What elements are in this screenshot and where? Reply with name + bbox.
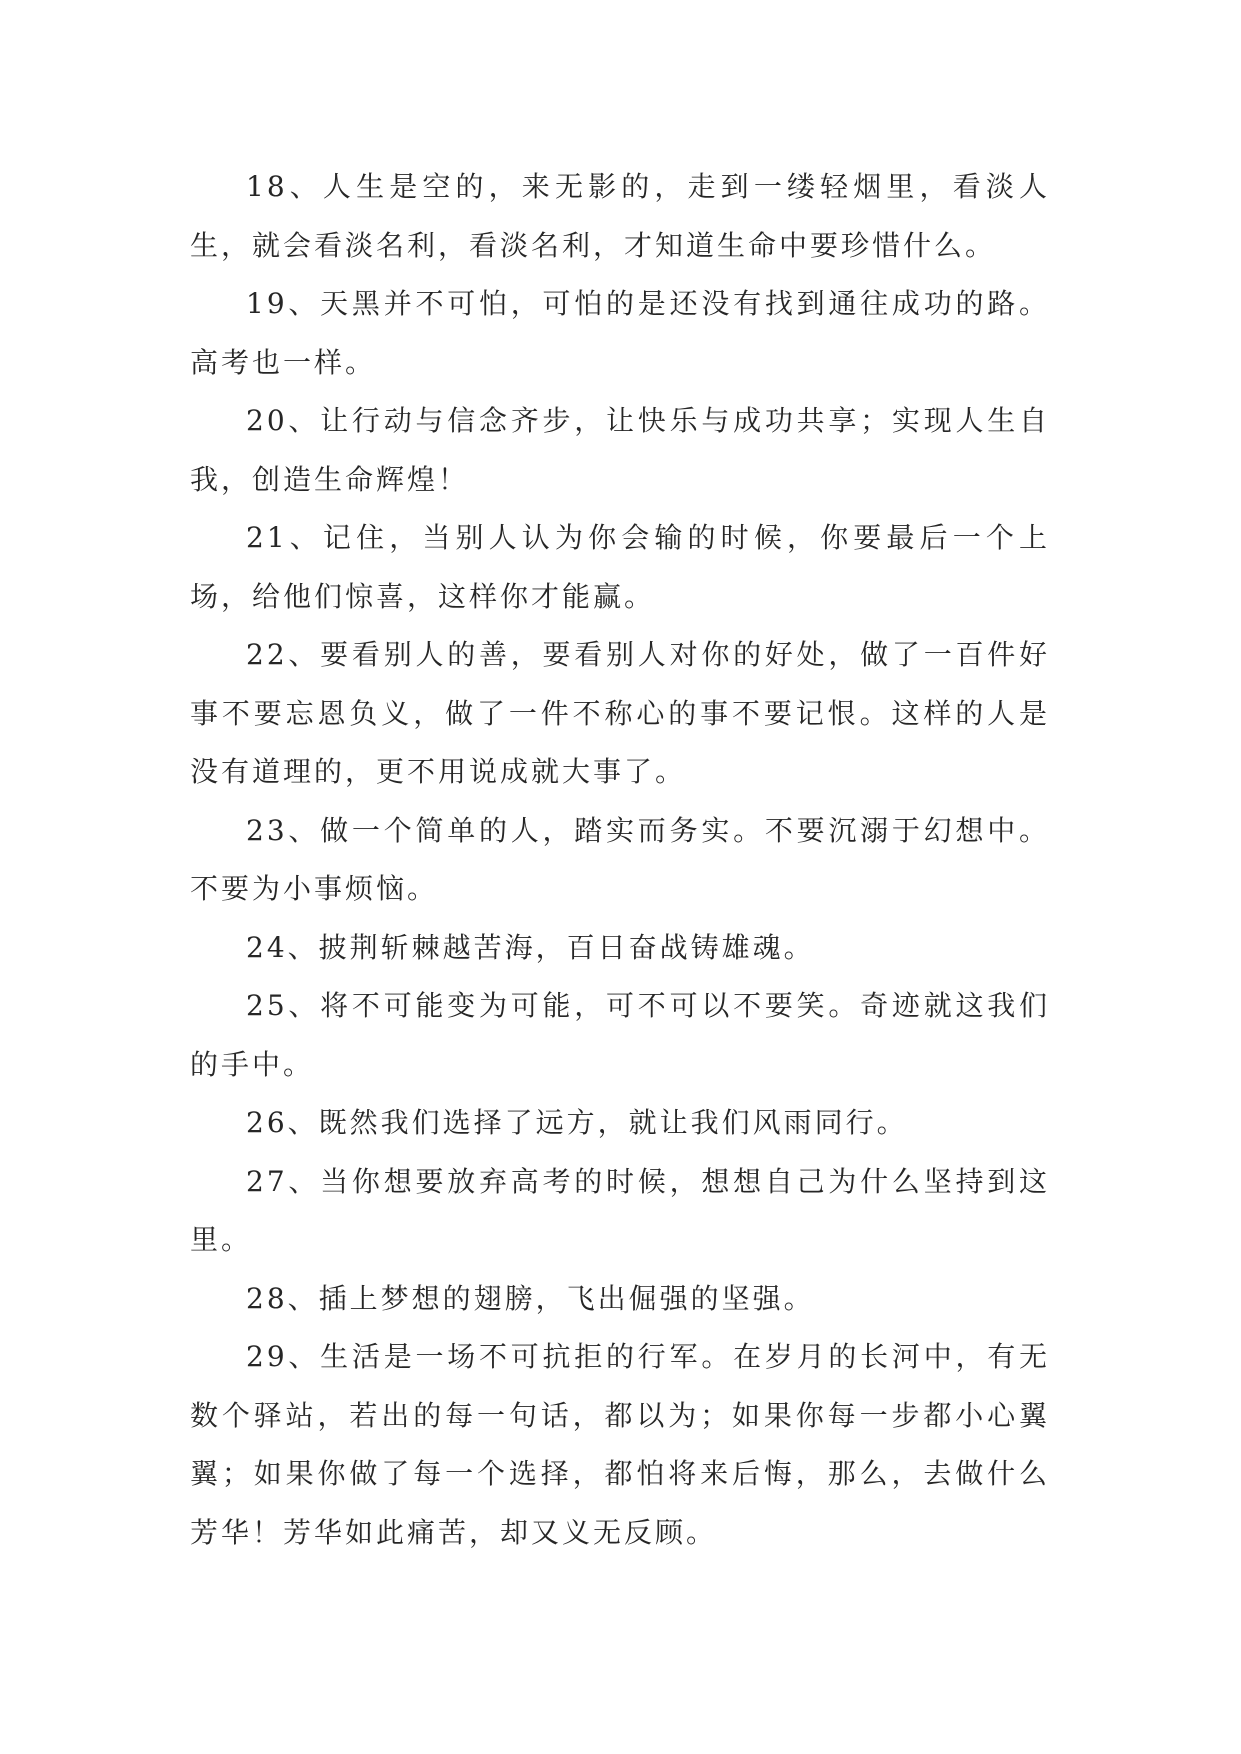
paragraph-19: 19、天黑并不可怕，可怕的是还没有找到通往成功的路。高考也一样。 — [190, 287, 1050, 379]
paragraph-25: 25、将不可能变为可能，可不可以不要笑。奇迹就这我们的手中。 — [190, 989, 1050, 1081]
paragraph-18: 18、人生是空的，来无影的，走到一缕轻烟里，看淡人生，就会看淡名利，看淡名利，才知道生命中要珍惜什么。 — [190, 170, 1050, 262]
paragraph-23: 23、做一个简单的人，踏实而务实。不要沉溺于幻想中。不要为小事烦恼。 — [190, 813, 1050, 905]
paragraph-24: 24、披荆斩棘越苦海，百日奋战铸雄魂。 — [246, 930, 815, 964]
paragraph-27: 27、当你想要放弃高考的时候，想想自己为什么坚持到这里。 — [190, 1164, 1050, 1256]
paragraph-20: 20、让行动与信念齐步，让快乐与成功共享；实现人生自我，创造生命辉煌！ — [190, 404, 1050, 496]
document-body — [190, 158, 1050, 1562]
paragraph-22: 22、要看别人的善，要看别人对你的好处，做了一百件好事不要忘恩负义，做了一件不称心的事不要记恨。这样的人是没有道理的，更不用说成就大事了。 — [190, 638, 1050, 788]
paragraph-26: 26、既然我们选择了远方，就让我们风雨同行。 — [246, 1106, 908, 1139]
paragraph-28: 28、插上梦想的翅膀，飞出倔强的坚强。 — [246, 1281, 815, 1315]
paragraph-21: 21、记住，当别人认为你会输的时候，你要最后一个上场，给他们惊喜，这样你才能赢。 — [190, 521, 1050, 613]
paragraph-29: 29、生活是一场不可抗拒的行军。在岁月的长河中，有无数个驿站，若出的每一句话，都以为；如果你每一步都小心翼翼；如果你做了每一个选择，都怕将来后悔，那么，去做什么芳华！芳华如此痛苦，却又义无反顾。 — [190, 1340, 1050, 1549]
